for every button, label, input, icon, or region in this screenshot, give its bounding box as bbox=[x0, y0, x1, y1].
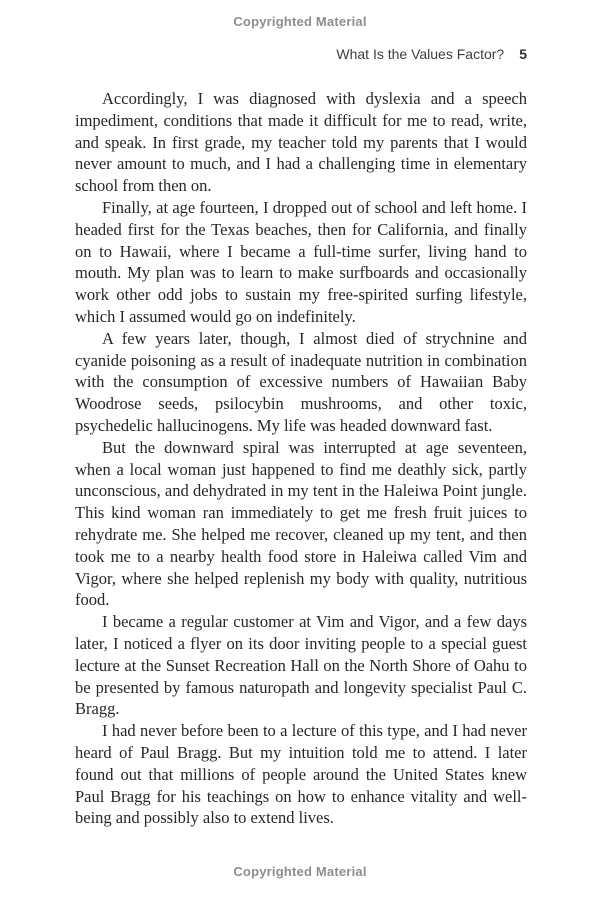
body-paragraph: I had never before been to a lecture of this type, and I had never heard of Paul Bragg. But my intuition told me to attend. I later found out that millions of people around the United States knew Paul Bragg for his teachings on how to enhance vitality and well-being and possibly also to extend lives. bbox=[75, 721, 527, 828]
body-paragraph: Finally, at age fourteen, I dropped out of school and left home. I headed first for the Texas beaches, then for California, and finally on to Hawaii, where I became a full-time surfer, living hand to mouth. My plan was to learn to make surfboards and occasionally work other odd jobs to sustain my free-spirited surfing lifestyle, which I assumed would go on indefinitely. bbox=[75, 197, 527, 326]
body-text-block bbox=[75, 88, 527, 829]
body-paragraph: A few years later, though, I almost died of strychnine and cyanide poisoning as a result of inadequate nutrition in combination with the consumption of excessive numbers of Hawaiian Baby Woodrose seeds, psilocybin mushrooms, and other toxic, psychedelic hallucinogens. My life was headed downward fast. bbox=[75, 328, 527, 435]
copyright-notice-top: Copyrighted Material bbox=[233, 14, 367, 29]
page-number: 5 bbox=[519, 46, 527, 62]
chapter-title: What Is the Values Factor? bbox=[336, 46, 505, 62]
running-header bbox=[336, 46, 527, 62]
body-paragraph: But the downward spiral was interrupted at age seventeen, when a local woman just happened to find me deathly sick, partly unconscious, and dehydrated in my tent in the Haleiwa Point jungle. This kind woman ran immediately to get me fresh fruit juices to rehydrate me. She helped me recover, cleaned up my tent, and then took me to a nearby health food store in Haleiwa called Vim and Vigor, where she helped replenish my body with quality, nutritious food. bbox=[75, 437, 527, 610]
copyright-notice-bottom: Copyrighted Material bbox=[233, 864, 367, 879]
body-paragraph: Accordingly, I was diagnosed with dyslexia and a speech impediment, conditions that made it difficult for me to read, write, and speak. In first grade, my teacher told my parents that I would never amount to much, and I had a challenging time in elementary school from then on. bbox=[75, 89, 527, 196]
body-paragraph: I became a regular customer at Vim and Vigor, and a few days later, I noticed a flyer on its door inviting people to a special guest lecture at the Sunset Recreation Hall on the North Shore of Oahu to be presented by famous naturopath and longevity specialist Paul C. Bragg. bbox=[75, 612, 527, 719]
